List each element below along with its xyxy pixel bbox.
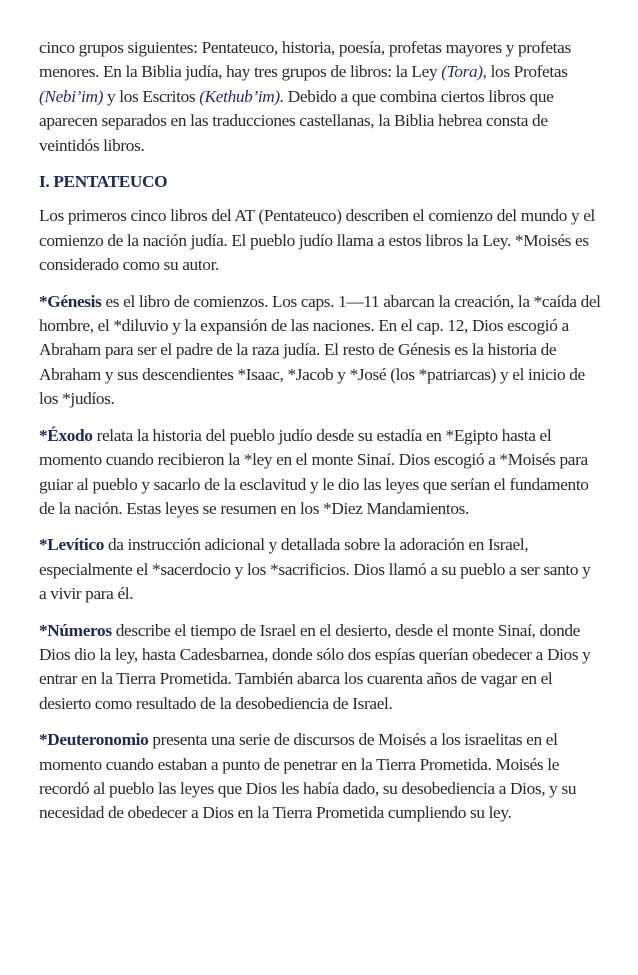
intro-text-4: Debido a que combina ciertos libros que aparecen separados en las traducciones castellanas, la Biblia hebrea consta de veintidós libros. <box>39 86 554 155</box>
book-name: *Levítico <box>39 535 104 555</box>
intro-text-3: y los Escritos <box>103 86 200 106</box>
book-description: relata la historia del pueblo judío desde su estadía en *Egipto hasta el momento cuando recibieron la *ley en el monte Sinaí. Dios escogió a *Moisés para guiar al pueblo y sacarlo de la esclavitud y le dio las leyes que serían el fundamento de la nación. Estas leyes se resumen en los *Diez Mandamientos. <box>39 425 589 518</box>
book-description: describe el tiempo de Israel en el desierto, desde el monte Sinaí, donde Dios dio la ley, hasta Cadesbarnea, donde sólo dos espías querían obedecer a Dios y entrar en la Tierra Prometida. También abarca los cuarenta años de vagar en el desierto como resultado de la desobediencia de Israel. <box>39 620 591 713</box>
book-description: da instrucción adicional y detallada sobre la adoración en Israel, especialmente el *sacerdocio y los *sacrificios. Dios llamó a su pueblo a ser santo y a vivir para él. <box>39 535 591 604</box>
term-kethubim: (Kethub’im). <box>199 86 284 106</box>
term-tora: (Tora), <box>441 62 487 82</box>
intro-text-2: los Profetas <box>486 62 568 82</box>
term-nebiim: (Nebi’im) <box>39 86 104 106</box>
book-name: *Éxodo <box>39 425 93 445</box>
book-description: es el libro de comienzos. Los caps. 1—11 abarcan la creación, la *caída del hombre, el *diluvio y la expansión de las naciones. En el cap. 12, Dios escogió a Abraham para ser el padre de la raza judía. El resto de Génesis es la historia de Abraham y sus descendientes *Isaac, *Jacob y *José (los *patriarcas) y el inicio de los *judíos. <box>39 291 601 409</box>
book-deuteronomio-paragraph <box>39 728 601 826</box>
book-name: *Deuteronomio <box>39 730 149 750</box>
book-description: presenta una serie de discursos de Moisés a los israelitas en el momento cuando estaban a punto de penetrar en la Tierra Prometida. Moisés le recordó al pueblo las leyes que Dios les había dado, su desobediencia a Dios, y su necesidad de obedecer a Dios en la Tierra Prometida cumpliendo su ley. <box>39 730 577 823</box>
document-page <box>39 36 601 838</box>
intro-text-1: cinco grupos siguientes: Pentateuco, historia, poesía, profetas mayores y profetas menores. En la Biblia judía, hay tres grupos de libros: la Ley <box>39 38 571 82</box>
pentateuco-intro-paragraph: Los primeros cinco libros del AT (Pentateuco) describen el comienzo del mundo y el comienzo de la nación judía. El pueblo judío llama a estos libros la Ley. *Moisés es considerado como su autor. <box>39 206 595 275</box>
book-numeros-paragraph <box>39 619 601 717</box>
book-name: *Génesis <box>39 291 102 311</box>
book-levitico-paragraph <box>39 533 601 606</box>
book-genesis-paragraph <box>39 290 601 412</box>
intro-paragraph <box>39 36 601 158</box>
book-exodo-paragraph <box>39 424 601 522</box>
section-heading: I. PENTATEUCO <box>39 172 168 192</box>
book-name: *Números <box>39 620 112 640</box>
